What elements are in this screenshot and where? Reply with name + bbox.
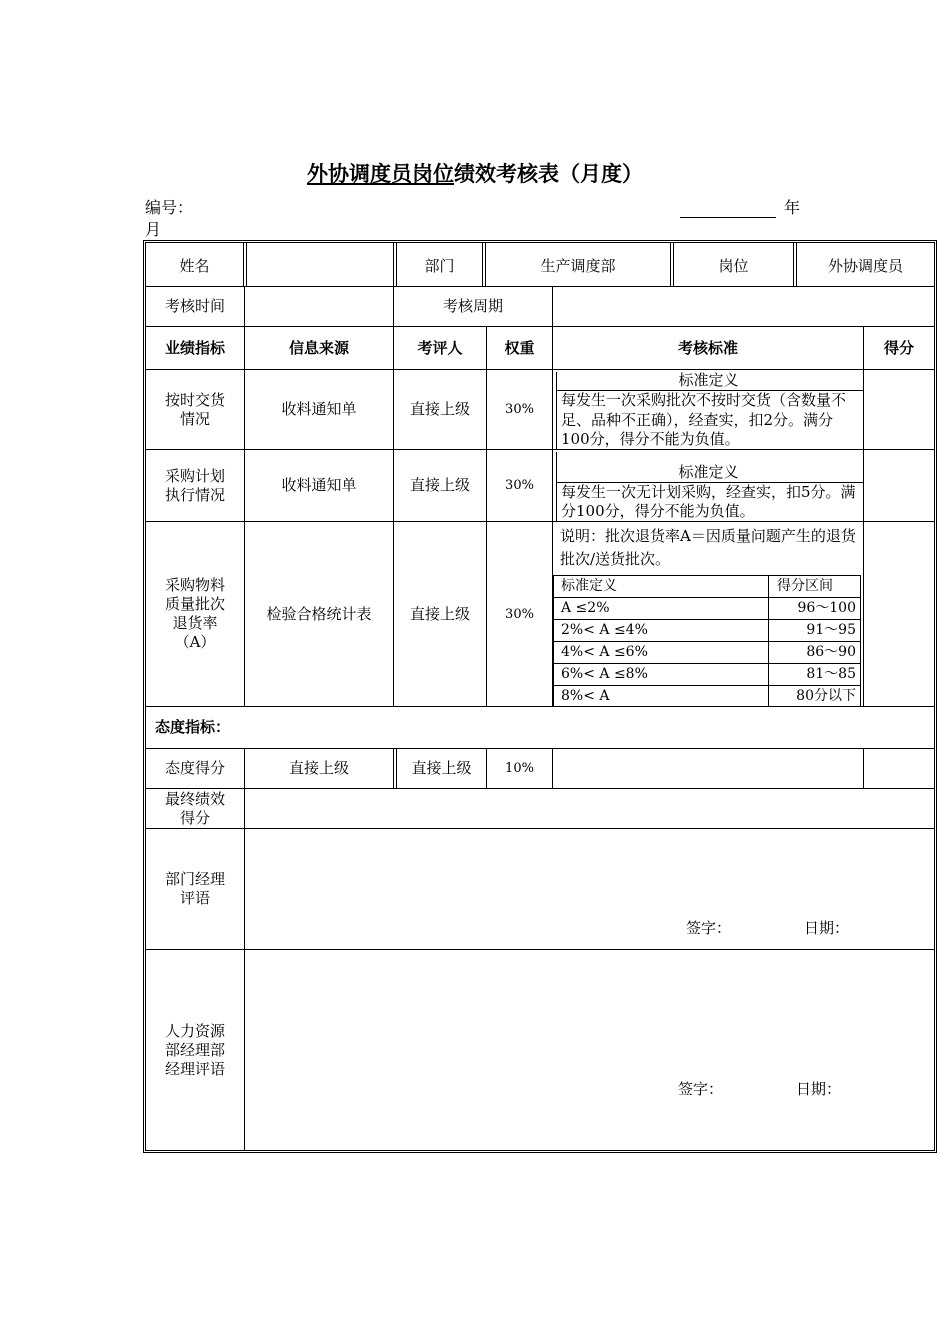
- dept-value: 生产调度部: [540, 256, 616, 275]
- row1-criteria-title: 标准定义: [678, 371, 739, 389]
- attitude-source: 直接上级: [288, 759, 349, 777]
- attitude-criteria[interactable]: [553, 749, 863, 788]
- row2-criteria-title: 标准定义: [678, 462, 739, 481]
- col-header-weight: 权重: [504, 338, 535, 357]
- name-label: 姓名: [179, 256, 210, 275]
- sub-row-range: 96～100: [797, 600, 856, 616]
- hr-manager-comment-label: 人力资源部经理部经理评语: [164, 1021, 225, 1078]
- attitude-score[interactable]: [864, 749, 934, 788]
- hr-manager-date-label: 日期：: [796, 1080, 842, 1098]
- row1-indicator: 按时交货情况: [164, 390, 225, 428]
- row3-weight: 30%: [505, 606, 534, 622]
- sub-row-range: 91～95: [806, 622, 856, 638]
- serial-label: 编号：: [145, 198, 194, 217]
- sub-row-definition: 8%< A: [561, 688, 610, 704]
- position-label: 岗位: [718, 256, 749, 275]
- sub-row-range: 81～85: [806, 666, 856, 682]
- sub-header-definition: 标准定义: [561, 578, 617, 594]
- row2-score[interactable]: [864, 450, 934, 521]
- dept-manager-comment-label: 部门经理评语: [164, 870, 225, 907]
- dept-manager-date-label: 日期：: [804, 919, 850, 937]
- col-header-source: 信息来源: [288, 338, 349, 357]
- hr-manager-comment-field[interactable]: [245, 950, 934, 1078]
- dept-manager-comment-field[interactable]: [245, 829, 934, 919]
- col-header-reviewer: 考评人: [417, 338, 463, 357]
- row3-reviewer: 直接上级: [409, 604, 470, 623]
- col-header-indicator: 业绩指标: [164, 338, 225, 357]
- attitude-indicator: 态度得分: [164, 759, 225, 777]
- year-blank[interactable]: [680, 201, 776, 218]
- row2-weight: 30%: [505, 478, 534, 493]
- sub-row-definition: 4%< A ≤6%: [561, 644, 648, 660]
- dept-manager-sign-label: 签字：: [686, 919, 732, 937]
- row2-reviewer: 直接上级: [409, 476, 470, 494]
- row2-source: 收料通知单: [281, 476, 357, 494]
- month-label: 月: [145, 220, 162, 239]
- time-value[interactable]: [245, 287, 393, 326]
- row3-note: 说明：批次退货率A＝因质量问题产生的退货批次/送货批次。: [560, 527, 856, 568]
- sub-row-definition: A ≤2%: [561, 600, 610, 616]
- row2-indicator: 采购计划执行情况: [164, 466, 225, 504]
- attitude-section-label: 态度指标：: [155, 718, 231, 736]
- row2-criteria-text: 每发生一次无计划采购，经查实，扣5分。满分100分，得分不能为负值。: [561, 483, 856, 520]
- row3-score[interactable]: [864, 522, 934, 706]
- sub-row-definition: 6%< A ≤8%: [561, 666, 648, 682]
- attitude-weight: 10%: [505, 761, 534, 776]
- name-value[interactable]: [247, 246, 393, 286]
- sub-header-range: 得分区间: [777, 578, 833, 594]
- row1-score[interactable]: [864, 370, 934, 449]
- row3-indicator: 采购物料质量批次退货率（A）: [164, 576, 225, 651]
- row1-weight: 30%: [505, 402, 534, 417]
- page-title: 外协调度员岗位绩效考核表（月度）: [307, 161, 643, 186]
- dept-label: 部门: [424, 256, 455, 275]
- position-value: 外协调度员: [827, 256, 903, 275]
- sub-row-definition: 2%< A ≤4%: [561, 622, 648, 638]
- sub-row-range: 86～90: [806, 644, 856, 660]
- hr-manager-sign-label: 签字：: [678, 1080, 724, 1098]
- sub-row-range: 80分以下: [796, 688, 856, 704]
- cycle-value[interactable]: [553, 287, 934, 326]
- year-field: 年: [680, 195, 800, 218]
- final-score-label: 最终绩效得分: [164, 789, 225, 827]
- cycle-label: 考核周期: [442, 297, 503, 315]
- col-header-criteria: 考核标准: [677, 338, 738, 357]
- row1-source: 收料通知单: [281, 400, 357, 418]
- row1-reviewer: 直接上级: [409, 400, 470, 418]
- row1-criteria-text: 每发生一次采购批次不按时交货（含数量不足、品种不正确），经查实，扣2分。满分100分，得分不能为负值。: [561, 391, 847, 448]
- attitude-reviewer: 直接上级: [411, 759, 472, 777]
- final-score-value[interactable]: [245, 789, 934, 828]
- row3-source: 检验合格统计表: [266, 604, 372, 623]
- col-header-score: 得分: [883, 338, 914, 357]
- time-label: 考核时间: [164, 297, 225, 315]
